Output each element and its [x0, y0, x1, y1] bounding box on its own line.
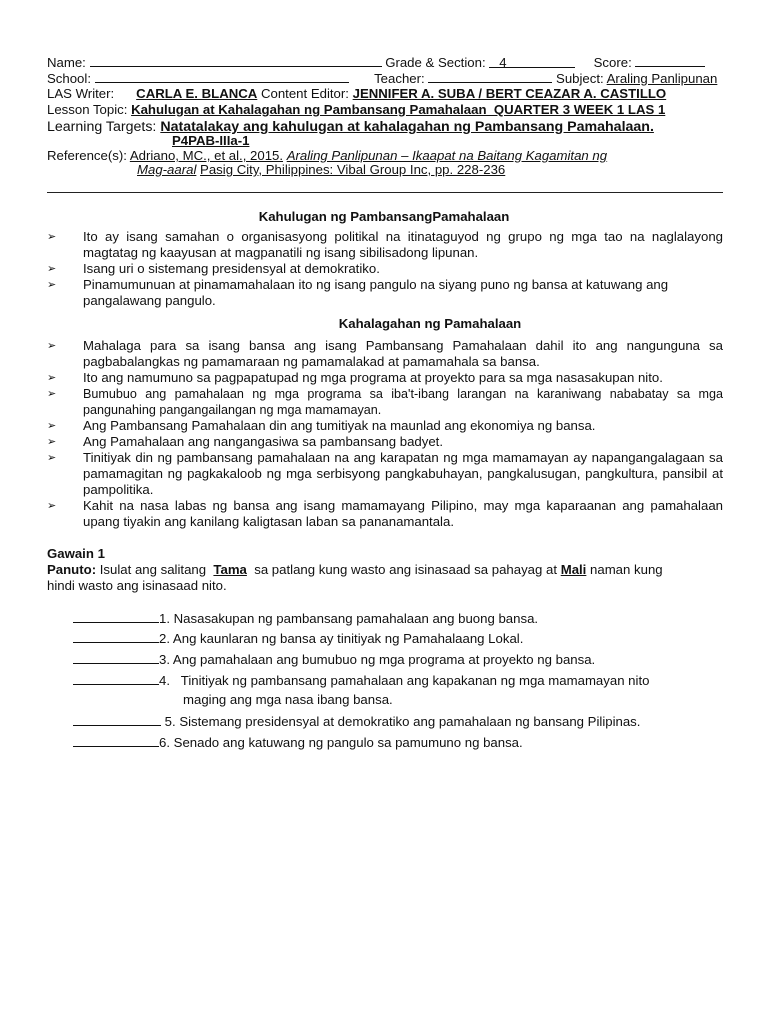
- writer-label: LAS Writer:: [47, 86, 115, 101]
- bullet-text: Tinitiyak din ng pambansang pamahalaan na ang karapatan ng mga mamamayan ay napangangalagaan sa pamamagitan ng pagkakaloob ng mga serbisyong pangkabuhayan, pangkalusugan, pangkultura, pansibil at pampolitika.: [83, 450, 723, 497]
- activity-item-2: [73, 630, 523, 647]
- bullet-arrow-icon: ➢: [47, 388, 57, 400]
- score-label: Score:: [593, 55, 632, 70]
- answer-blank[interactable]: [73, 713, 161, 726]
- header-row-writer: [47, 86, 727, 102]
- item-text: 6. Senado ang katuwang ng pangulo sa pamumuno ng bansa.: [159, 735, 523, 750]
- item-text: 1. Nasasakupan ng pambansang pamahalaan ang buong bansa.: [159, 611, 539, 626]
- header-row-name: [47, 54, 727, 71]
- list-item: [47, 450, 723, 498]
- answer-blank[interactable]: [73, 734, 159, 747]
- targets-label: Learning Targets:: [47, 119, 157, 135]
- list-item: [47, 277, 723, 309]
- activity-item-6: [73, 734, 523, 751]
- bullet-arrow-icon: ➢: [47, 279, 57, 291]
- bullet-text: Ito ang namumuno sa pagpapatupad ng mga programa at proyekto para sa mga nasasakupan nito.: [83, 370, 663, 385]
- list-item: [47, 386, 723, 418]
- grade-value-line: [489, 55, 575, 68]
- header-row-reference-2: [137, 162, 768, 178]
- bullet-arrow-icon: ➢: [47, 420, 57, 432]
- mali-word: Mali: [560, 562, 587, 577]
- bullet-text: Pinamumunuan at pinamamahalaan ito ng isang pangulo na siyang puno ng bansa at katuwang ang pangalawang pangulo.: [83, 277, 669, 308]
- bullet-arrow-icon: ➢: [47, 340, 57, 352]
- item-text: 3. Ang pamahalaan ang bumubuo ng mga programa at proyekto ng bansa.: [159, 652, 596, 667]
- ref-pub: Pasig City, Philippines: Vibal Group Inc, pp. 228-236: [200, 162, 506, 177]
- name-label: Name:: [47, 55, 86, 70]
- tama-word: Tama: [213, 562, 247, 577]
- section2-title: Kahalagahan ng Pamahalaan: [338, 316, 522, 331]
- score-blank: [635, 54, 705, 67]
- grade-label: Grade & Section:: [385, 55, 486, 70]
- bullet-arrow-icon: ➢: [47, 263, 57, 275]
- activity-item-4-cont: maging ang mga nasa ibang bansa.: [183, 692, 393, 707]
- bullet-arrow-icon: ➢: [47, 231, 57, 243]
- editor-value: JENNIFER A. SUBA / BERT CEAZAR A. CASTILLO: [352, 86, 667, 101]
- panuto-text-b: sa patlang kung wasto ang isinasaad sa pahayag at: [254, 562, 558, 577]
- item-text: 4. Tinitiyak ng pambansang pamahalaan ang kapakanan ng mga mamamayan nito: [159, 673, 650, 688]
- header-row-targets: [47, 119, 727, 135]
- list-item: [47, 261, 723, 277]
- subject-label: Subject:: [556, 71, 604, 86]
- bullet-text: Mahalaga para sa isang bansa ang isang Pambansang Pamahalaan dahil ito ang nangunguna sa pagbabalangkas ng pamamaraan ng pamamalakad at pamamahala sa bansa.: [83, 338, 723, 369]
- bullet-text: Isang uri o sistemang presidensyal at demokratiko.: [83, 261, 380, 276]
- answer-blank[interactable]: [73, 651, 159, 664]
- editor-label: Content Editor:: [260, 86, 349, 101]
- teacher-label: Teacher:: [374, 71, 425, 86]
- activity-item-3: [73, 651, 595, 668]
- answer-blank[interactable]: [73, 630, 159, 643]
- bullet-text: Ito ay isang samahan o organisasyong politikal na itinataguyod ng grupo ng mga tao na naglalayong magtatag ng kaayusan at magpanatili ng isang sibilisadong lipunan.: [83, 229, 723, 260]
- targets-value: Natatalakay ang kahulugan at kahalagahan ng Pambansang Pamahalaan.: [160, 119, 654, 135]
- header-divider: [47, 192, 723, 193]
- name-blank: [90, 54, 382, 67]
- header-row-topic: [47, 102, 727, 118]
- bullet-text: Bumubuo ang pamahalaan ng mga programa sa iba't-ibang larangan na karaniwang nababatay sa mga pangunahing pangangailangan ng mga mamamayan.: [83, 387, 723, 417]
- ref-title-b: Mag-aaral: [137, 162, 197, 177]
- bullet-text: Ang Pamahalaan ang nangangasiwa sa pambansang badyet.: [83, 434, 443, 449]
- writer-value: CARLA E. BLANCA: [136, 86, 258, 101]
- activity-title: Gawain 1: [47, 546, 105, 561]
- bullet-arrow-icon: ➢: [47, 436, 57, 448]
- panuto-label: Panuto:: [47, 562, 97, 577]
- targets-code: P4PAB-IIIa-1: [172, 133, 250, 148]
- topic-value: Kahulugan at Kahalagahan ng Pambansang Pamahalaan QUARTER 3 WEEK 1 LAS 1: [131, 102, 666, 117]
- topic-label: Lesson Topic:: [47, 102, 128, 117]
- answer-blank[interactable]: [73, 672, 159, 685]
- list-item: [47, 229, 723, 261]
- header-row-school: [47, 70, 727, 87]
- activity-item-5: [73, 713, 640, 730]
- ref-label: Reference(s):: [47, 148, 127, 163]
- list-item: [47, 338, 723, 370]
- bullet-arrow-icon: ➢: [47, 500, 57, 512]
- panuto-text-d: hindi wasto ang isinasaad nito.: [47, 578, 227, 593]
- panuto-text-a: Isulat ang salitang: [99, 562, 207, 577]
- bullet-arrow-icon: ➢: [47, 452, 57, 464]
- bullet-text: Kahit na nasa labas ng bansa ang isang mamamayang Pilipino, may mga kaparaanan ang pamahalaan upang tiyakin ang kanilang kaligtasan laban sa pananamantala.: [83, 498, 723, 529]
- school-blank: [95, 70, 349, 83]
- ref-authors: Adriano, MC., et al., 2015.: [129, 148, 284, 163]
- panuto-text-c: naman kung: [590, 562, 663, 577]
- list-item: [47, 418, 723, 434]
- teacher-blank: [428, 70, 552, 83]
- subject-value: Araling Panlipunan: [606, 71, 718, 86]
- grade-value: 4: [499, 55, 507, 70]
- activity-item-4: [73, 672, 723, 689]
- school-label: School:: [47, 71, 91, 86]
- activity-instructions: [47, 562, 723, 578]
- item-text: 5. Sistemang presidensyal at demokratiko ang pamahalaan ng bansang Pilipinas.: [161, 714, 641, 729]
- list-item: [47, 370, 723, 386]
- targets-code-row: [172, 133, 372, 149]
- bullet-arrow-icon: ➢: [47, 372, 57, 384]
- item-text: 2. Ang kaunlaran ng bansa ay tinitiyak ng Pamahalaang Lokal.: [159, 631, 524, 646]
- list-item: [47, 498, 723, 530]
- activity-item-1: [73, 610, 538, 627]
- bullet-text: Ang Pambansang Pamahalaan din ang tumitiyak na maunlad ang ekonomiya ng bansa.: [83, 418, 596, 433]
- ref-title-a: Araling Panlipunan – Ikaapat na Baitang Kagamitan ng: [286, 148, 608, 163]
- list-item: [47, 434, 723, 450]
- section1-title: Kahulugan ng PambansangPamahalaan: [258, 209, 510, 224]
- answer-blank[interactable]: [73, 610, 159, 623]
